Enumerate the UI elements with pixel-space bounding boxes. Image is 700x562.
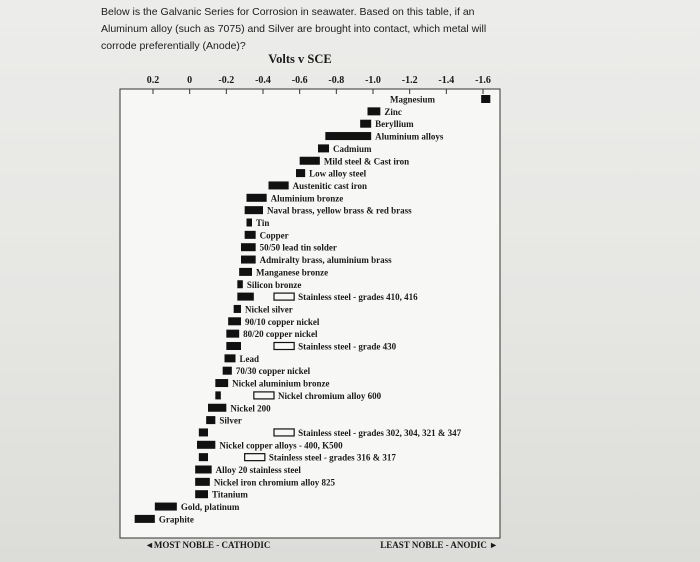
x-tick-label: 0 (187, 75, 193, 86)
series-bar (296, 169, 305, 177)
x-tick-label: -1.4 (438, 75, 455, 86)
series-bar (300, 157, 320, 165)
series-label: Tin (256, 218, 270, 228)
series-label: Nickel copper alloys - 400, K500 (219, 440, 343, 451)
series-bar (223, 367, 232, 375)
series-label: Lead (239, 353, 260, 364)
x-tick-label: -1.2 (401, 75, 418, 86)
series-bar (215, 391, 221, 399)
series-bar (247, 219, 253, 227)
series-label: Graphite (158, 514, 194, 525)
series-bar (234, 305, 241, 313)
series-bar (245, 231, 256, 239)
series-bar (206, 416, 215, 424)
series-bar (325, 132, 371, 140)
series-bar (247, 194, 267, 202)
series-bar (318, 144, 329, 152)
most-noble-label: ◄MOST NOBLE - CATHODIC (145, 540, 271, 550)
series-label: 90/10 copper nickel (245, 316, 320, 327)
series-label: Manganese bronze (256, 267, 329, 278)
series-bar (226, 330, 239, 338)
series-label: Nickel silver (245, 304, 293, 315)
x-tick-label: -0.2 (218, 75, 235, 86)
x-tick-label: -1.0 (365, 75, 381, 86)
x-tick-label: -0.8 (328, 75, 345, 86)
series-bar (195, 490, 208, 498)
series-label: Titanium (212, 489, 248, 500)
series-label: Silver (219, 415, 242, 426)
series-label: Nickel iron chromium alloy 825 (213, 477, 336, 488)
series-label: Silicon bronze (246, 279, 302, 290)
series-bar (208, 404, 226, 412)
series-label: Nickel 200 (230, 403, 271, 414)
least-noble-label: LEAST NOBLE - ANODIC ► (380, 540, 498, 550)
series-bar (239, 268, 252, 276)
series-bar (135, 515, 155, 523)
plot-frame (120, 89, 500, 538)
series-label: Stainless steel - grade 430 (298, 341, 397, 352)
series-label: Low alloy steel (309, 168, 367, 179)
series-label: Magnesium (390, 94, 435, 105)
series-bar (195, 466, 212, 474)
series-label: Beryllium (375, 119, 414, 130)
series-bar (155, 503, 177, 511)
series-label: 80/20 copper nickel (243, 329, 318, 340)
series-label: Copper (259, 230, 289, 241)
series-bar (241, 256, 256, 264)
series-label: Austenitic cast iron (292, 180, 368, 191)
series-bar (481, 95, 490, 103)
question-text: Below is the Galvanic Series for Corrosion in seawater. Based on this table, if an Aluminum alloy (such as 7075) and Silver are brought into contact, which metal will corrode preferentially (Anode)? (101, 6, 487, 52)
series-label: Cadmium (333, 143, 372, 154)
series-bar (360, 120, 371, 128)
series-label: Admiralty brass, aluminium brass (259, 255, 392, 266)
x-tick-label: -0.4 (255, 75, 271, 86)
series-label: Zinc (384, 106, 402, 117)
series-label: Gold, platinum (180, 502, 240, 513)
series-label: Stainless steel - grades 410, 416 (298, 292, 418, 303)
series-bar (215, 379, 228, 387)
series-bar (199, 428, 208, 436)
series-bar (237, 293, 254, 301)
series-label: Stainless steel - grades 302, 304, 321 & 347 (298, 427, 462, 438)
series-label: Nickel chromium alloy 600 (278, 390, 382, 401)
series-label: Aluminium bronze (270, 193, 344, 204)
series-bar (226, 342, 241, 350)
series-bar (199, 453, 208, 461)
series-bar (269, 181, 289, 189)
series-label: Aluminium alloys (375, 131, 444, 142)
x-tick-label: -0.6 (291, 75, 308, 86)
series-bar (368, 107, 381, 115)
series-bar (241, 243, 256, 251)
series-bar (245, 206, 263, 214)
x-tick-label: -1.6 (475, 75, 491, 86)
series-label: 70/30 copper nickel (235, 366, 311, 377)
series-bar (195, 478, 210, 486)
chart-title: Volts v SCE (268, 52, 332, 66)
series-bar (225, 354, 236, 362)
series-label: Nickel aluminium bronze (232, 378, 330, 389)
series-bar (237, 280, 243, 288)
x-tick-label: 0.2 (146, 75, 160, 86)
series-bar (197, 441, 215, 449)
series-label: Naval brass, yellow brass & red brass (267, 205, 412, 216)
series-label: Mild steel & Cast iron (323, 156, 410, 167)
series-bar (228, 317, 241, 325)
series-label: Alloy 20 stainless steel (215, 465, 301, 475)
series-label: Stainless steel - grades 316 & 317 (268, 452, 396, 463)
series-label: 50/50 lead tin solder (259, 242, 337, 253)
